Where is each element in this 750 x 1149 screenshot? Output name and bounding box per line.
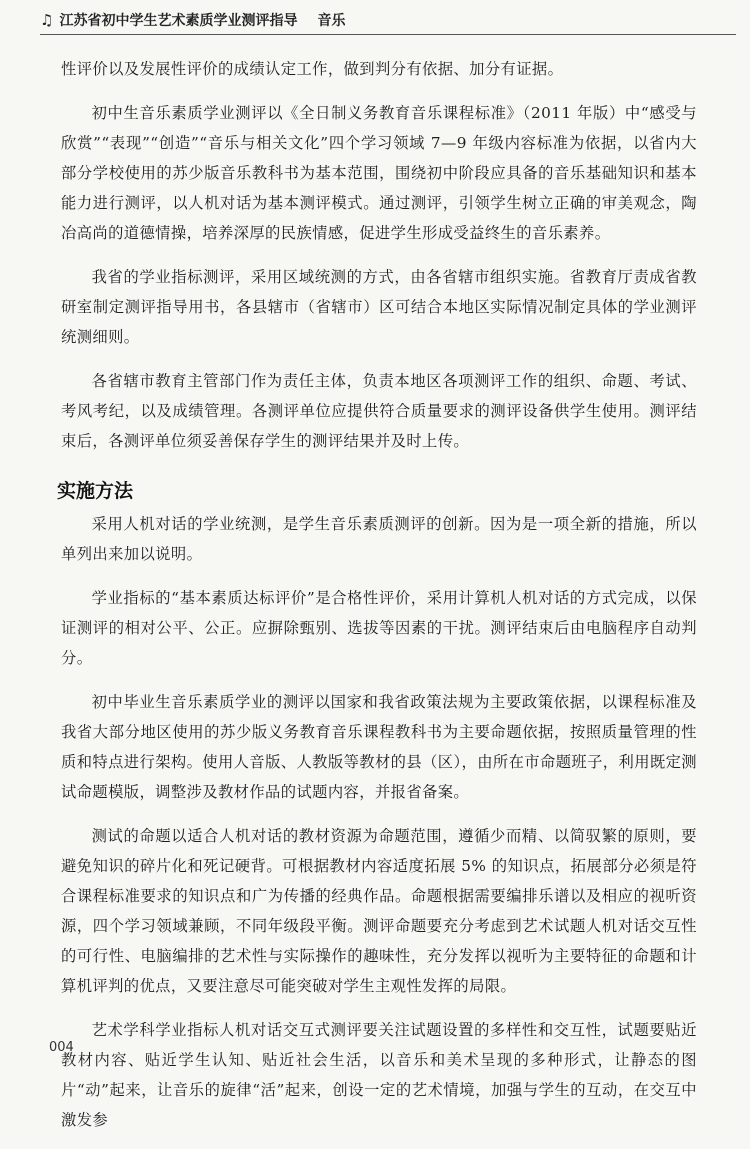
- paragraph: 测试的命题以适合人机对话的教材资源为命题范围，遵循少而精、以简驭繁的原则，要避免知识的碎片化和死记硬背。可根据教材内容适度拓展 5% 的知识点，拓展部分必须是符合课程标准要求的知识点和广为传播的经典作品。命题根据需要编排乐谱以及相应的视听资源，四个学习领域兼顾，不同年级段平衡。测评命题要充分考虑到艺术试题人机对话交互性的可行性、电脑编排的艺术性与实际操作的趣味性，充分发挥以视听为主要特征的命题和计算机评判的优点，又要注意尽可能突破对学生主观性发挥的局限。: [61, 827, 697, 995]
- music-note-icon: ♫: [40, 11, 54, 29]
- paragraph: 各省辖市教育主管部门作为责任主体，负责本地区各项测评工作的组织、命题、考试、考风考纪，以及成绩管理。各测评单位应提供符合质量要求的测评设备供学生使用。测评结束后，各测评单位须妥善保存学生的测评结果并及时上传。: [61, 372, 697, 450]
- section-heading: 实施方法: [57, 480, 134, 502]
- paragraph: 初中生音乐素质学业测评以《全日制义务教育音乐课程标准》（2011 年版）中“感受与欣赏”“表现”“创造”“音乐与相关文化”四个学习领域 7—9 年级内容标准为依据，以省内大部分学校使用的苏少版音乐教科书为基本范围，围绕初中阶段应具备的音乐基础知识和基本能力进行测评，以人机对话为基本测评模式。通过测评，引领学生树立正确的审美观念，陶冶高尚的道德情操，培养深厚的民族情感，促进学生形成受益终生的音乐素养。: [61, 104, 697, 242]
- header-divider: [40, 34, 736, 35]
- book-title: 江苏省初中学生艺术素质学业测评指导: [59, 13, 298, 29]
- paragraph: 艺术学科学业指标人机对话交互式测评要关注试题设置的多样性和交互性，试题要贴近教材内容、贴近学生认知、贴近社会生活，以音乐和美术呈现的多种形式，让静态的图片“动”起来，让音乐的旋律“活”起来，创设一定的艺术情境，加强与学生的互动，在交互中激发参: [61, 1021, 697, 1129]
- paragraph: 初中毕业生音乐素质学业的测评以国家和我省政策法规为主要政策依据，以课程标准及我省大部分地区使用的苏少版义务教育音乐课程教科书为主要命题依据，按照质量管理的性质和特点进行架构。使用人音版、人教版等教材的县（区），由所在市命题班子，利用既定测试命题模版，调整涉及教材作品的试题内容，并报省备案。: [61, 693, 697, 801]
- page-body: [57, 54, 697, 1149]
- subject-label: 音乐: [317, 13, 346, 29]
- paragraph: 性评价以及发展性评价的成绩认定工作，做到判分有依据、加分有证据。: [61, 60, 564, 78]
- paragraph: 学业指标的“基本素质达标评价”是合格性评价，采用计算机人机对话的方式完成，以保证测评的相对公平、公正。应摒除甄别、选拔等因素的干扰。测评结束后由电脑程序自动判分。: [61, 589, 697, 667]
- paragraph: 我省的学业指标测评，采用区域统测的方式，由各省辖市组织实施。省教育厅责成省教研室制定测评指导用书，各县辖市（省辖市）区可结合本地区实际情况制定具体的学业测评统测细则。: [61, 268, 697, 346]
- page-number: 004: [49, 1040, 74, 1055]
- paragraph: 采用人机对话的学业统测，是学生音乐素质测评的创新。因为是一项全新的措施，所以单列出来加以说明。: [61, 515, 697, 563]
- running-header: [40, 10, 345, 30]
